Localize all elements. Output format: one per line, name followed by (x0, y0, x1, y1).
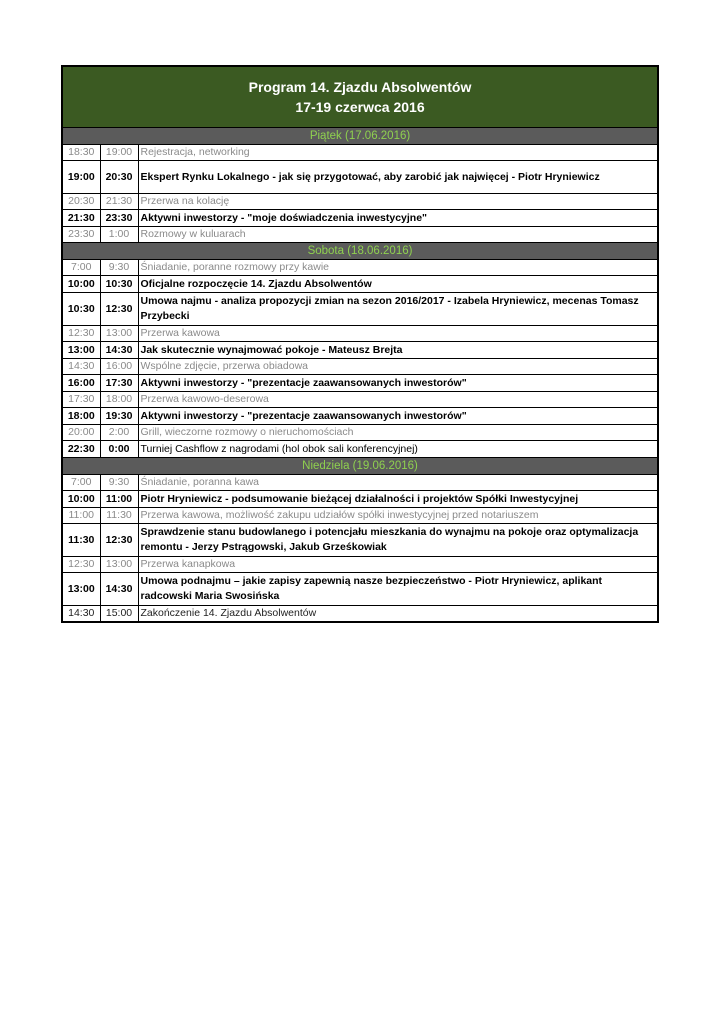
schedule-row (62, 276, 658, 293)
schedule-table (61, 65, 659, 623)
day-header-row (62, 458, 658, 475)
day-header: Niedziela (19.06.2016) (62, 458, 658, 475)
title-row (62, 66, 658, 128)
event-description: Oficjalne rozpoczęcie 14. Zjazdu Absolwentów (138, 276, 658, 293)
start-time: 17:30 (62, 392, 100, 408)
end-time: 11:30 (100, 508, 138, 524)
event-description: Umowa najmu - analiza propozycji zmian na sezon 2016/2017 - Izabela Hryniewicz, mecenas Tomasz Przybecki (138, 293, 658, 326)
schedule-row (62, 557, 658, 573)
start-time: 7:00 (62, 475, 100, 491)
start-time: 12:30 (62, 326, 100, 342)
start-time: 18:30 (62, 145, 100, 161)
schedule-row (62, 508, 658, 524)
end-time: 18:00 (100, 392, 138, 408)
end-time: 13:00 (100, 326, 138, 342)
schedule-row (62, 606, 658, 623)
day-header: Sobota (18.06.2016) (62, 243, 658, 260)
end-time: 23:30 (100, 210, 138, 227)
day-header: Piątek (17.06.2016) (62, 128, 658, 145)
end-time: 16:00 (100, 359, 138, 375)
schedule-row (62, 161, 658, 194)
day-header-row (62, 243, 658, 260)
end-time: 10:30 (100, 276, 138, 293)
schedule-row (62, 210, 658, 227)
schedule-row (62, 441, 658, 458)
end-time: 12:30 (100, 524, 138, 557)
end-time: 1:00 (100, 227, 138, 243)
title-line-1: Program 14. Zjazdu Absolwentów (248, 79, 472, 95)
start-time: 14:30 (62, 606, 100, 623)
start-time: 10:00 (62, 491, 100, 508)
end-time: 12:30 (100, 293, 138, 326)
end-time: 21:30 (100, 194, 138, 210)
event-description: Wspólne zdjęcie, przerwa obiadowa (138, 359, 658, 375)
event-description: Aktywni inwestorzy - "prezentacje zaawansowanych inwestorów" (138, 408, 658, 425)
schedule-row (62, 392, 658, 408)
schedule-row (62, 375, 658, 392)
event-description: Zakończenie 14. Zjazdu Absolwentów (138, 606, 658, 623)
start-time: 10:30 (62, 293, 100, 326)
title-line-2: 17-19 czerwca 2016 (295, 99, 425, 115)
event-description: Przerwa na kolację (138, 194, 658, 210)
event-description: Rejestracja, networking (138, 145, 658, 161)
schedule-row (62, 475, 658, 491)
start-time: 13:00 (62, 342, 100, 359)
schedule-row (62, 145, 658, 161)
event-description: Sprawdzenie stanu budowlanego i potencjału mieszkania do wynajmu na pokoje oraz optymalizacja remontu - Jerzy Pstrągowski, Jakub Grześkowiak (138, 524, 658, 557)
start-time: 20:00 (62, 425, 100, 441)
end-time: 20:30 (100, 161, 138, 194)
start-time: 12:30 (62, 557, 100, 573)
event-description: Umowa podnajmu – jakie zapisy zapewnią nasze bezpieczeństwo - Piotr Hryniewicz, aplikant radcowski Maria Swosińska (138, 573, 658, 606)
start-time: 19:00 (62, 161, 100, 194)
start-time: 21:30 (62, 210, 100, 227)
schedule-row (62, 326, 658, 342)
schedule-row (62, 194, 658, 210)
schedule-row (62, 293, 658, 326)
end-time: 0:00 (100, 441, 138, 458)
event-description: Przerwa kawowa, możliwość zakupu udziałów spółki inwestycyjnej przed notariuszem (138, 508, 658, 524)
end-time: 14:30 (100, 573, 138, 606)
start-time: 13:00 (62, 573, 100, 606)
event-description: Śniadanie, poranne rozmowy przy kawie (138, 260, 658, 276)
schedule-row (62, 342, 658, 359)
end-time: 2:00 (100, 425, 138, 441)
event-description: Ekspert Rynku Lokalnego - jak się przygotować, aby zarobić jak najwięcej - Piotr Hryniewicz (138, 161, 658, 194)
end-time: 9:30 (100, 260, 138, 276)
event-description: Jak skutecznie wynajmować pokoje - Mateusz Brejta (138, 342, 658, 359)
schedule-row (62, 359, 658, 375)
end-time: 17:30 (100, 375, 138, 392)
schedule-row (62, 524, 658, 557)
end-time: 15:00 (100, 606, 138, 623)
event-description: Turniej Cashflow z nagrodami (hol obok sali konferencyjnej) (138, 441, 658, 458)
end-time: 14:30 (100, 342, 138, 359)
start-time: 14:30 (62, 359, 100, 375)
event-description: Rozmowy w kuluarach (138, 227, 658, 243)
end-time: 19:30 (100, 408, 138, 425)
event-description: Śniadanie, poranna kawa (138, 475, 658, 491)
start-time: 23:30 (62, 227, 100, 243)
event-description: Piotr Hryniewicz - podsumowanie bieżącej działalności i projektów Spółki Inwestycyjnej (138, 491, 658, 508)
schedule-row (62, 573, 658, 606)
day-header-row (62, 128, 658, 145)
start-time: 20:30 (62, 194, 100, 210)
start-time: 10:00 (62, 276, 100, 293)
title-cell (62, 66, 658, 128)
schedule-row (62, 491, 658, 508)
end-time: 19:00 (100, 145, 138, 161)
schedule-row (62, 260, 658, 276)
event-description: Przerwa kawowo-deserowa (138, 392, 658, 408)
schedule-row (62, 425, 658, 441)
event-description: Przerwa kanapkowa (138, 557, 658, 573)
schedule-row (62, 227, 658, 243)
start-time: 18:00 (62, 408, 100, 425)
event-description: Grill, wieczorne rozmowy o nieruchomościach (138, 425, 658, 441)
event-description: Aktywni inwestorzy - "moje doświadczenia inwestycyjne" (138, 210, 658, 227)
start-time: 11:00 (62, 508, 100, 524)
event-description: Aktywni inwestorzy - "prezentacje zaawansowanych inwestorów" (138, 375, 658, 392)
start-time: 11:30 (62, 524, 100, 557)
start-time: 22:30 (62, 441, 100, 458)
end-time: 9:30 (100, 475, 138, 491)
end-time: 13:00 (100, 557, 138, 573)
program-sheet (61, 65, 657, 623)
start-time: 16:00 (62, 375, 100, 392)
event-description: Przerwa kawowa (138, 326, 658, 342)
end-time: 11:00 (100, 491, 138, 508)
start-time: 7:00 (62, 260, 100, 276)
schedule-row (62, 408, 658, 425)
